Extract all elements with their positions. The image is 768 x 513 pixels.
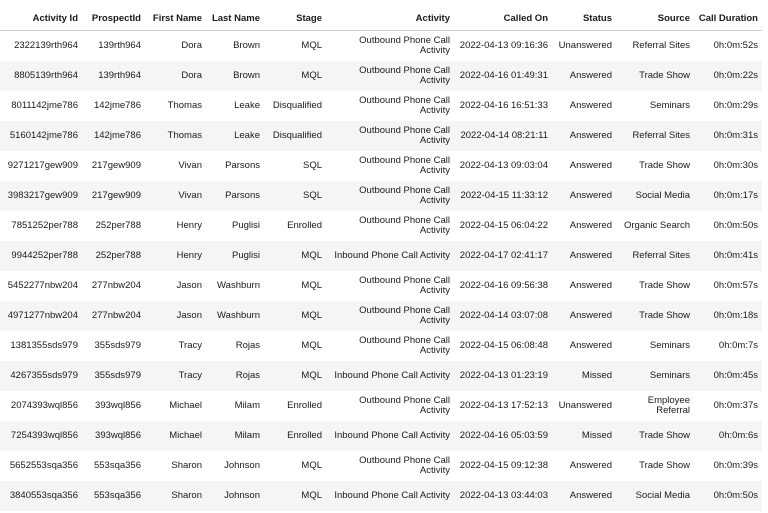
cell-activity-id: 7254393wql856 xyxy=(0,421,82,451)
cell-last-name: Parsons xyxy=(206,181,264,211)
cell-call-duration: 0h:0m:50s xyxy=(713,220,758,231)
cell-status: Answered xyxy=(552,61,616,91)
cell-prospect-id: 139rth964 xyxy=(98,40,141,51)
cell-last-name: Parsons xyxy=(225,160,260,171)
cell-prospect-id: 553sqa356 xyxy=(82,481,145,511)
cell-last-name: Leake xyxy=(206,121,264,151)
table-row xyxy=(0,181,762,211)
cell-prospect-id: 217gew909 xyxy=(82,181,145,211)
cell-source: Seminars xyxy=(649,340,690,351)
column-header-last-name: Last Name xyxy=(206,0,264,31)
cell-called-on: 2022-04-13 03:44:03 xyxy=(454,481,552,511)
cell-called-on: 2022-04-15 06:08:48 xyxy=(459,340,548,351)
cell-stage: SQL xyxy=(264,181,326,211)
table-row xyxy=(0,121,762,151)
cell-stage: MQL xyxy=(264,301,326,331)
cell-activity-id: 2322139rth964 xyxy=(14,40,78,51)
cell-source: Seminars xyxy=(616,361,694,391)
cell-call-duration: 0h:0m:17s xyxy=(694,181,762,211)
cell-prospect-id: 142jme786 xyxy=(82,121,145,151)
cell-first-name: Jason xyxy=(145,301,206,331)
table-header-row xyxy=(0,0,762,31)
table-row xyxy=(0,451,762,481)
cell-source: Trade Show xyxy=(616,421,694,451)
cell-call-duration: 0h:0m:30s xyxy=(713,160,758,171)
cell-first-name: Tracy xyxy=(145,361,206,391)
cell-first-name: Dora xyxy=(181,40,202,51)
cell-call-duration: 0h:0m:29s xyxy=(713,100,758,111)
cell-status: Missed xyxy=(552,421,616,451)
cell-last-name: Johnson xyxy=(206,481,264,511)
cell-source: Trade Show xyxy=(639,160,690,171)
cell-called-on: 2022-04-17 02:41:17 xyxy=(454,241,552,271)
cell-call-duration: 0h:0m:41s xyxy=(694,241,762,271)
cell-source: Trade Show xyxy=(616,301,694,331)
cell-called-on: 2022-04-15 06:04:22 xyxy=(459,220,548,231)
cell-first-name: Sharon xyxy=(145,481,206,511)
cell-status: Answered xyxy=(552,301,616,331)
cell-activity-id: 3983217gew909 xyxy=(0,181,82,211)
cell-activity-id: 5160142jme786 xyxy=(0,121,82,151)
cell-first-name: Thomas xyxy=(145,121,206,151)
cell-called-on: 2022-04-16 09:56:38 xyxy=(459,280,548,291)
table-row xyxy=(0,481,762,511)
cell-call-duration: 0h:0m:39s xyxy=(713,460,758,471)
cell-first-name: Michael xyxy=(145,421,206,451)
table-body xyxy=(0,31,762,512)
table-row xyxy=(0,301,762,331)
cell-stage: Enrolled xyxy=(264,421,326,451)
cell-call-duration: 0h:0m:18s xyxy=(694,301,762,331)
cell-prospect-id: 142jme786 xyxy=(93,100,141,111)
column-header-called-on: Called On xyxy=(454,0,552,31)
cell-first-name: Jason xyxy=(176,280,202,291)
cell-call-duration: 0h:0m:45s xyxy=(694,361,762,391)
cell-activity: Inbound Phone Call Activity xyxy=(326,361,454,391)
cell-status: Answered xyxy=(552,121,616,151)
column-header-activity: Activity xyxy=(326,0,454,31)
cell-source: Seminars xyxy=(649,100,690,111)
cell-last-name: Milam xyxy=(206,421,264,451)
cell-activity-id: 5452277nbw204 xyxy=(7,280,78,291)
table-row xyxy=(0,91,762,121)
cell-first-name: Michael xyxy=(169,400,202,411)
cell-call-duration: 0h:0m:6s xyxy=(694,421,762,451)
cell-activity: Outbound Phone Call Activity xyxy=(326,301,454,331)
cell-last-name: Washburn xyxy=(217,280,260,291)
cell-status: Answered xyxy=(569,340,612,351)
cell-call-duration: 0h:0m:31s xyxy=(694,121,762,151)
cell-call-duration: 0h:0m:7s xyxy=(718,340,758,351)
cell-activity-id: 9944252per788 xyxy=(0,241,82,271)
cell-prospect-id: 277nbw204 xyxy=(91,280,141,291)
cell-stage: Disqualified xyxy=(272,100,322,111)
cell-status: Answered xyxy=(569,220,612,231)
table-row xyxy=(0,151,762,181)
cell-prospect-id: 217gew909 xyxy=(91,160,141,171)
cell-call-duration: 0h:0m:52s xyxy=(713,40,758,51)
cell-last-name: Brown xyxy=(206,61,264,91)
cell-first-name: Dora xyxy=(145,61,206,91)
cell-status: Answered xyxy=(552,181,616,211)
cell-first-name: Henry xyxy=(145,241,206,271)
cell-source: Referral Sites xyxy=(616,121,694,151)
cell-source: Trade Show xyxy=(616,61,694,91)
cell-stage: MQL xyxy=(264,361,326,391)
cell-first-name: Thomas xyxy=(167,100,202,111)
cell-activity: Outbound Phone Call Activity xyxy=(359,95,450,116)
cell-source: Employee Referral xyxy=(647,395,690,416)
cell-activity: Outbound Phone Call Activity xyxy=(359,395,450,416)
cell-prospect-id: 252per788 xyxy=(95,220,141,231)
cell-last-name: Leake xyxy=(234,100,260,111)
cell-status: Answered xyxy=(552,481,616,511)
cell-status: Answered xyxy=(569,100,612,111)
cell-status: Answered xyxy=(569,460,612,471)
cell-called-on: 2022-04-14 03:07:08 xyxy=(454,301,552,331)
table-row xyxy=(0,391,762,421)
cell-activity-id: 8805139rth964 xyxy=(0,61,82,91)
cell-called-on: 2022-04-13 09:03:04 xyxy=(459,160,548,171)
cell-called-on: 2022-04-15 11:33:12 xyxy=(454,181,552,211)
cell-activity-id: 3840553sqa356 xyxy=(0,481,82,511)
cell-stage: MQL xyxy=(301,340,322,351)
table-row xyxy=(0,271,762,301)
cell-source: Referral Sites xyxy=(616,241,694,271)
cell-first-name: Henry xyxy=(176,220,202,231)
cell-activity: Outbound Phone Call Activity xyxy=(326,121,454,151)
cell-last-name: Johnson xyxy=(224,460,260,471)
column-header-stage: Stage xyxy=(264,0,326,31)
column-header-first-name: First Name xyxy=(145,0,206,31)
cell-last-name: Puglisi xyxy=(206,241,264,271)
cell-first-name: Vivan xyxy=(178,160,202,171)
cell-called-on: 2022-04-13 09:16:36 xyxy=(459,40,548,51)
cell-first-name: Tracy xyxy=(178,340,202,351)
cell-activity: Outbound Phone Call Activity xyxy=(326,181,454,211)
cell-call-duration: 0h:0m:37s xyxy=(713,400,758,411)
cell-last-name: Milam xyxy=(234,400,260,411)
table-row xyxy=(0,61,762,91)
cell-status: Answered xyxy=(569,280,612,291)
cell-status: Unanswered xyxy=(558,40,612,51)
cell-activity-id: 5652553sqa356 xyxy=(9,460,78,471)
cell-activity: Outbound Phone Call Activity xyxy=(359,455,450,476)
cell-last-name: Washburn xyxy=(206,301,264,331)
cell-called-on: 2022-04-14 08:21:11 xyxy=(454,121,552,151)
cell-activity: Outbound Phone Call Activity xyxy=(359,215,450,236)
cell-source: Trade Show xyxy=(639,280,690,291)
cell-stage: MQL xyxy=(264,241,326,271)
column-header-activity-id: Activity Id xyxy=(0,0,82,31)
column-header-call-duration: Call Duration xyxy=(694,0,762,31)
cell-status: Missed xyxy=(552,361,616,391)
column-header-prospect-id: ProspectId xyxy=(82,0,145,31)
cell-prospect-id: 393wql856 xyxy=(95,400,141,411)
cell-stage: Enrolled xyxy=(287,220,322,231)
cell-source: Social Media xyxy=(616,481,694,511)
cell-called-on: 2022-04-16 05:03:59 xyxy=(454,421,552,451)
cell-activity: Inbound Phone Call Activity xyxy=(326,421,454,451)
cell-prospect-id: 393wql856 xyxy=(82,421,145,451)
cell-last-name: Puglisi xyxy=(232,220,260,231)
column-header-source: Source xyxy=(616,0,694,31)
cell-activity: Outbound Phone Call Activity xyxy=(359,155,450,176)
cell-prospect-id: 252per788 xyxy=(82,241,145,271)
cell-first-name: Sharon xyxy=(171,460,202,471)
cell-source: Trade Show xyxy=(639,460,690,471)
cell-activity: Outbound Phone Call Activity xyxy=(359,35,450,56)
cell-status: Answered xyxy=(569,160,612,171)
cell-activity: Inbound Phone Call Activity xyxy=(326,241,454,271)
cell-source: Social Media xyxy=(616,181,694,211)
table-row xyxy=(0,421,762,451)
table-row xyxy=(0,241,762,271)
cell-call-duration: 0h:0m:57s xyxy=(713,280,758,291)
cell-stage: SQL xyxy=(302,160,322,171)
cell-prospect-id: 139rth964 xyxy=(82,61,145,91)
column-header-status: Status xyxy=(552,0,616,31)
cell-call-duration: 0h:0m:22s xyxy=(694,61,762,91)
cell-stage: Disqualified xyxy=(264,121,326,151)
table-row xyxy=(0,331,762,361)
cell-last-name: Rojas xyxy=(235,340,260,351)
cell-called-on: 2022-04-13 01:23:19 xyxy=(454,361,552,391)
table-row xyxy=(0,361,762,391)
cell-called-on: 2022-04-16 01:49:31 xyxy=(454,61,552,91)
cell-stage: MQL xyxy=(301,40,322,51)
cell-stage: MQL xyxy=(301,460,322,471)
cell-status: Unanswered xyxy=(558,400,612,411)
cell-stage: MQL xyxy=(264,481,326,511)
cell-prospect-id: 553sqa356 xyxy=(93,460,141,471)
cell-activity-id: 9271217gew909 xyxy=(7,160,78,171)
cell-called-on: 2022-04-16 16:51:33 xyxy=(459,100,548,111)
cell-prospect-id: 277nbw204 xyxy=(82,301,145,331)
cell-stage: Enrolled xyxy=(287,400,322,411)
cell-activity-id: 1381355sds979 xyxy=(10,340,78,351)
cell-prospect-id: 355sds979 xyxy=(94,340,141,351)
table-row xyxy=(0,211,762,241)
cell-status: Answered xyxy=(552,241,616,271)
cell-call-duration: 0h:0m:50s xyxy=(694,481,762,511)
cell-called-on: 2022-04-13 17:52:13 xyxy=(459,400,548,411)
cell-activity-id: 7851252per788 xyxy=(11,220,78,231)
cell-first-name: Vivan xyxy=(145,181,206,211)
cell-prospect-id: 355sds979 xyxy=(82,361,145,391)
cell-last-name: Rojas xyxy=(206,361,264,391)
cell-activity-id: 2074393wql856 xyxy=(10,400,78,411)
cell-called-on: 2022-04-15 09:12:38 xyxy=(459,460,548,471)
cell-activity-id: 4267355sds979 xyxy=(0,361,82,391)
cell-activity-id: 4971277nbw204 xyxy=(0,301,82,331)
cell-activity: Outbound Phone Call Activity xyxy=(326,61,454,91)
cell-last-name: Brown xyxy=(233,40,260,51)
cell-stage: MQL xyxy=(301,280,322,291)
cell-activity: Outbound Phone Call Activity xyxy=(359,335,450,356)
cell-stage: MQL xyxy=(264,61,326,91)
table-row xyxy=(0,31,762,62)
cell-source: Organic Search xyxy=(623,220,690,231)
cell-activity: Outbound Phone Call Activity xyxy=(359,275,450,296)
cell-source: Referral Sites xyxy=(632,40,690,51)
cell-activity-id: 8011142jme786 xyxy=(11,100,78,111)
cell-activity: Inbound Phone Call Activity xyxy=(326,481,454,511)
